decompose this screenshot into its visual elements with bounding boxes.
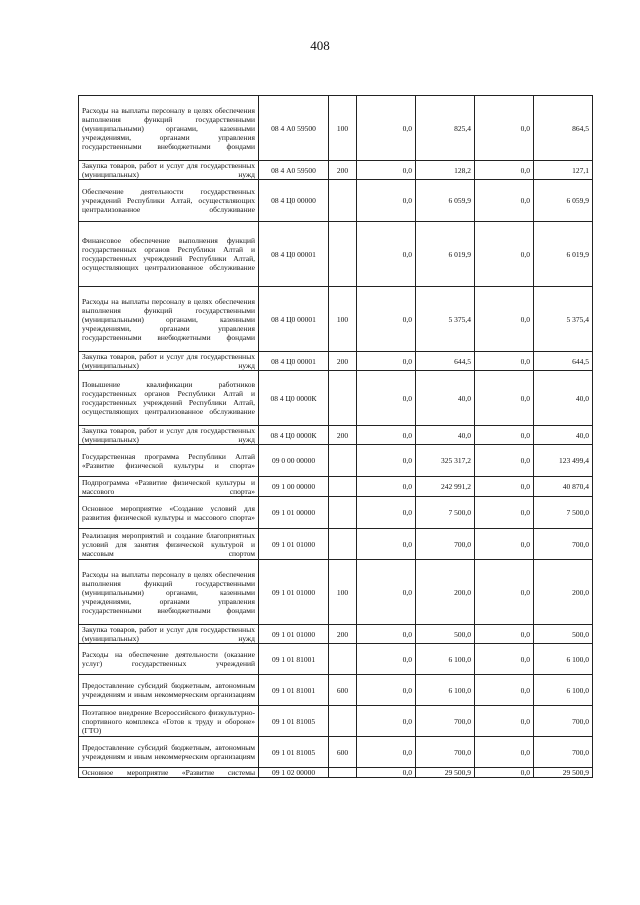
amount-cell: 0,0: [357, 625, 416, 644]
target-code-cell: 08 4 Ц0 0000К: [259, 426, 329, 445]
expense-type-cell: [329, 644, 357, 675]
table-row: [79, 96, 593, 161]
amount-cell: 29 500,9: [534, 768, 593, 778]
amount-cell: 40,0: [534, 426, 593, 445]
target-code-cell: 08 4 Ц0 00001: [259, 352, 329, 371]
row-name-cell: Закупка товаров, работ и услуг для государственных (муниципальных) нужд: [79, 426, 259, 445]
amount-cell: 0,0: [357, 287, 416, 352]
amount-cell: 0,0: [475, 477, 534, 497]
target-code-cell: 08 4 А0 59500: [259, 161, 329, 180]
row-name-cell: Расходы на выплаты персоналу в целях обеспечения выполнения функций государственными (муниципальными) органами, казенными учреждениями, органами управления государственными внебюджетными фондами: [79, 96, 259, 161]
amount-cell: 6 100,0: [534, 675, 593, 706]
amount-cell: 700,0: [534, 529, 593, 560]
expense-type-cell: 200: [329, 161, 357, 180]
expense-type-cell: [329, 706, 357, 737]
amount-cell: 0,0: [357, 497, 416, 529]
expense-type-cell: 200: [329, 625, 357, 644]
target-code-cell: 08 4 Ц0 0000К: [259, 371, 329, 426]
target-code-cell: 09 1 00 00000: [259, 477, 329, 497]
amount-cell: 0,0: [357, 675, 416, 706]
target-code-cell: 08 4 Ц0 00001: [259, 222, 329, 287]
amount-cell: 127,1: [534, 161, 593, 180]
table-row: [79, 625, 593, 644]
target-code-cell: 09 1 01 81005: [259, 737, 329, 768]
amount-cell: 6 019,9: [416, 222, 475, 287]
amount-cell: 40,0: [534, 371, 593, 426]
target-code-cell: 09 1 01 01000: [259, 529, 329, 560]
amount-cell: 700,0: [416, 737, 475, 768]
amount-cell: 0,0: [357, 352, 416, 371]
amount-cell: 0,0: [475, 180, 534, 222]
expense-type-cell: [329, 477, 357, 497]
row-name-cell: Повышение квалификации работников государственных органов Республики Алтай и государственных учреждений Республики Алтай, осуществляющих централизованное обслуживание: [79, 371, 259, 426]
amount-cell: 0,0: [357, 706, 416, 737]
expense-type-cell: 200: [329, 426, 357, 445]
amount-cell: 0,0: [357, 560, 416, 625]
row-name-cell: Предоставление субсидий бюджетным, автономным учреждениям и иным некоммерческим организациям: [79, 675, 259, 706]
amount-cell: 5 375,4: [534, 287, 593, 352]
amount-cell: 0,0: [357, 161, 416, 180]
amount-cell: 825,4: [416, 96, 475, 161]
target-code-cell: 08 4 Ц0 00000: [259, 180, 329, 222]
amount-cell: 6 100,0: [416, 644, 475, 675]
amount-cell: 0,0: [357, 768, 416, 778]
row-name-cell: Реализация мероприятий и создание благоприятных условий для занятия физической культурой и массовым спортом: [79, 529, 259, 560]
amount-cell: 0,0: [357, 445, 416, 477]
row-name-cell: Предоставление субсидий бюджетным, автономным учреждениям и иным некоммерческим организациям: [79, 737, 259, 768]
amount-cell: 128,2: [416, 161, 475, 180]
table-row: [79, 477, 593, 497]
amount-cell: 0,0: [475, 445, 534, 477]
amount-cell: 29 500,9: [416, 768, 475, 778]
amount-cell: 0,0: [475, 287, 534, 352]
row-name-cell: Расходы на выплаты персоналу в целях обеспечения выполнения функций государственными (муниципальными) органами, казенными учреждениями, органами управления государственными внебюджетными фондами: [79, 287, 259, 352]
amount-cell: 0,0: [475, 497, 534, 529]
amount-cell: 6 019,9: [534, 222, 593, 287]
amount-cell: 0,0: [357, 96, 416, 161]
amount-cell: 0,0: [475, 96, 534, 161]
amount-cell: 0,0: [475, 644, 534, 675]
table-row: [79, 371, 593, 426]
page-number: 408: [310, 38, 330, 53]
amount-cell: 0,0: [357, 222, 416, 287]
amount-cell: 242 991,2: [416, 477, 475, 497]
budget-table: [78, 95, 593, 778]
amount-cell: 7 500,0: [534, 497, 593, 529]
amount-cell: 40,0: [416, 371, 475, 426]
row-name-cell: Основное мероприятие «Создание условий для развития физической культуры и массового спорта»: [79, 497, 259, 529]
target-code-cell: 09 1 01 01000: [259, 560, 329, 625]
amount-cell: 6 100,0: [534, 644, 593, 675]
row-name-cell: Расходы на обеспечение деятельности (оказание услуг) государственных учреждений: [79, 644, 259, 675]
row-name-cell: Основное мероприятие «Развитие системы: [79, 768, 259, 778]
target-code-cell: 09 1 01 81001: [259, 644, 329, 675]
expense-type-cell: [329, 371, 357, 426]
amount-cell: 0,0: [357, 426, 416, 445]
table-row: [79, 180, 593, 222]
amount-cell: 0,0: [475, 371, 534, 426]
amount-cell: 325 317,2: [416, 445, 475, 477]
expense-type-cell: [329, 497, 357, 529]
target-code-cell: 09 0 00 00000: [259, 445, 329, 477]
amount-cell: 0,0: [357, 477, 416, 497]
amount-cell: 0,0: [475, 737, 534, 768]
amount-cell: 644,5: [416, 352, 475, 371]
table-row: [79, 706, 593, 737]
expense-type-cell: 100: [329, 560, 357, 625]
table-row: [79, 644, 593, 675]
table-row: [79, 768, 593, 778]
row-name-cell: Подпрограмма «Развитие физической культуры и массового спорта»: [79, 477, 259, 497]
amount-cell: 700,0: [534, 706, 593, 737]
expense-type-cell: 600: [329, 737, 357, 768]
amount-cell: 6 059,9: [534, 180, 593, 222]
amount-cell: 0,0: [475, 352, 534, 371]
target-code-cell: 08 4 А0 59500: [259, 96, 329, 161]
amount-cell: 0,0: [357, 644, 416, 675]
table-row: [79, 445, 593, 477]
row-name-cell: Финансовое обеспечение выполнения функций государственных органов Республики Алтай и государственных учреждений Республики Алтай, осуществляющих централизованное обслуживание: [79, 222, 259, 287]
target-code-cell: 09 1 01 00000: [259, 497, 329, 529]
expense-type-cell: 100: [329, 96, 357, 161]
amount-cell: 500,0: [416, 625, 475, 644]
target-code-cell: 08 4 Ц0 00001: [259, 287, 329, 352]
amount-cell: 0,0: [475, 529, 534, 560]
amount-cell: 0,0: [475, 706, 534, 737]
amount-cell: 644,5: [534, 352, 593, 371]
table-row: [79, 560, 593, 625]
expense-type-cell: 600: [329, 675, 357, 706]
amount-cell: 200,0: [534, 560, 593, 625]
table-row: [79, 497, 593, 529]
target-code-cell: 09 1 01 81001: [259, 675, 329, 706]
amount-cell: 0,0: [475, 426, 534, 445]
table-row: [79, 675, 593, 706]
row-name-cell: Обеспечение деятельности государственных учреждений Республики Алтай, осуществляющих централизованное обслуживание: [79, 180, 259, 222]
amount-cell: 0,0: [357, 737, 416, 768]
row-name-cell: Закупка товаров, работ и услуг для государственных (муниципальных) нужд: [79, 352, 259, 371]
expense-type-cell: 200: [329, 352, 357, 371]
amount-cell: 200,0: [416, 560, 475, 625]
table-row: [79, 737, 593, 768]
row-name-cell: Закупка товаров, работ и услуг для государственных (муниципальных) нужд: [79, 625, 259, 644]
row-name-cell: Государственная программа Республики Алтай «Развитие физической культуры и спорта»: [79, 445, 259, 477]
amount-cell: 0,0: [475, 161, 534, 180]
amount-cell: 0,0: [475, 625, 534, 644]
amount-cell: 0,0: [357, 529, 416, 560]
amount-cell: 6 059,9: [416, 180, 475, 222]
amount-cell: 0,0: [475, 222, 534, 287]
expense-type-cell: [329, 529, 357, 560]
row-name-cell: Расходы на выплаты персоналу в целях обеспечения выполнения функций государственными (муниципальными) органами, казенными учреждениями, органами управления государственными внебюджетными фондами: [79, 560, 259, 625]
expense-type-cell: [329, 180, 357, 222]
amount-cell: 0,0: [475, 768, 534, 778]
amount-cell: 40 870,4: [534, 477, 593, 497]
table-row: [79, 426, 593, 445]
amount-cell: 700,0: [416, 706, 475, 737]
target-code-cell: 09 1 01 81005: [259, 706, 329, 737]
amount-cell: 7 500,0: [416, 497, 475, 529]
amount-cell: 500,0: [534, 625, 593, 644]
amount-cell: 700,0: [534, 737, 593, 768]
amount-cell: 5 375,4: [416, 287, 475, 352]
row-name-cell: Закупка товаров, работ и услуг для государственных (муниципальных) нужд: [79, 161, 259, 180]
amount-cell: 0,0: [357, 371, 416, 426]
amount-cell: 864,5: [534, 96, 593, 161]
amount-cell: 0,0: [357, 180, 416, 222]
table-row: [79, 161, 593, 180]
expense-type-cell: [329, 445, 357, 477]
expense-type-cell: [329, 768, 357, 778]
table-row: [79, 529, 593, 560]
table-row: [79, 222, 593, 287]
target-code-cell: 09 1 02 00000: [259, 768, 329, 778]
table-row: [79, 352, 593, 371]
amount-cell: 40,0: [416, 426, 475, 445]
expense-type-cell: 100: [329, 287, 357, 352]
row-name-cell: Поэтапное внедрение Всероссийского физкультурно-спортивного комплекса «Готов к труду и обороне» (ГТО): [79, 706, 259, 737]
table-row: [79, 287, 593, 352]
target-code-cell: 09 1 01 01000: [259, 625, 329, 644]
amount-cell: 6 100,0: [416, 675, 475, 706]
amount-cell: 0,0: [475, 560, 534, 625]
amount-cell: 700,0: [416, 529, 475, 560]
expense-type-cell: [329, 222, 357, 287]
amount-cell: 0,0: [475, 675, 534, 706]
amount-cell: 123 499,4: [534, 445, 593, 477]
